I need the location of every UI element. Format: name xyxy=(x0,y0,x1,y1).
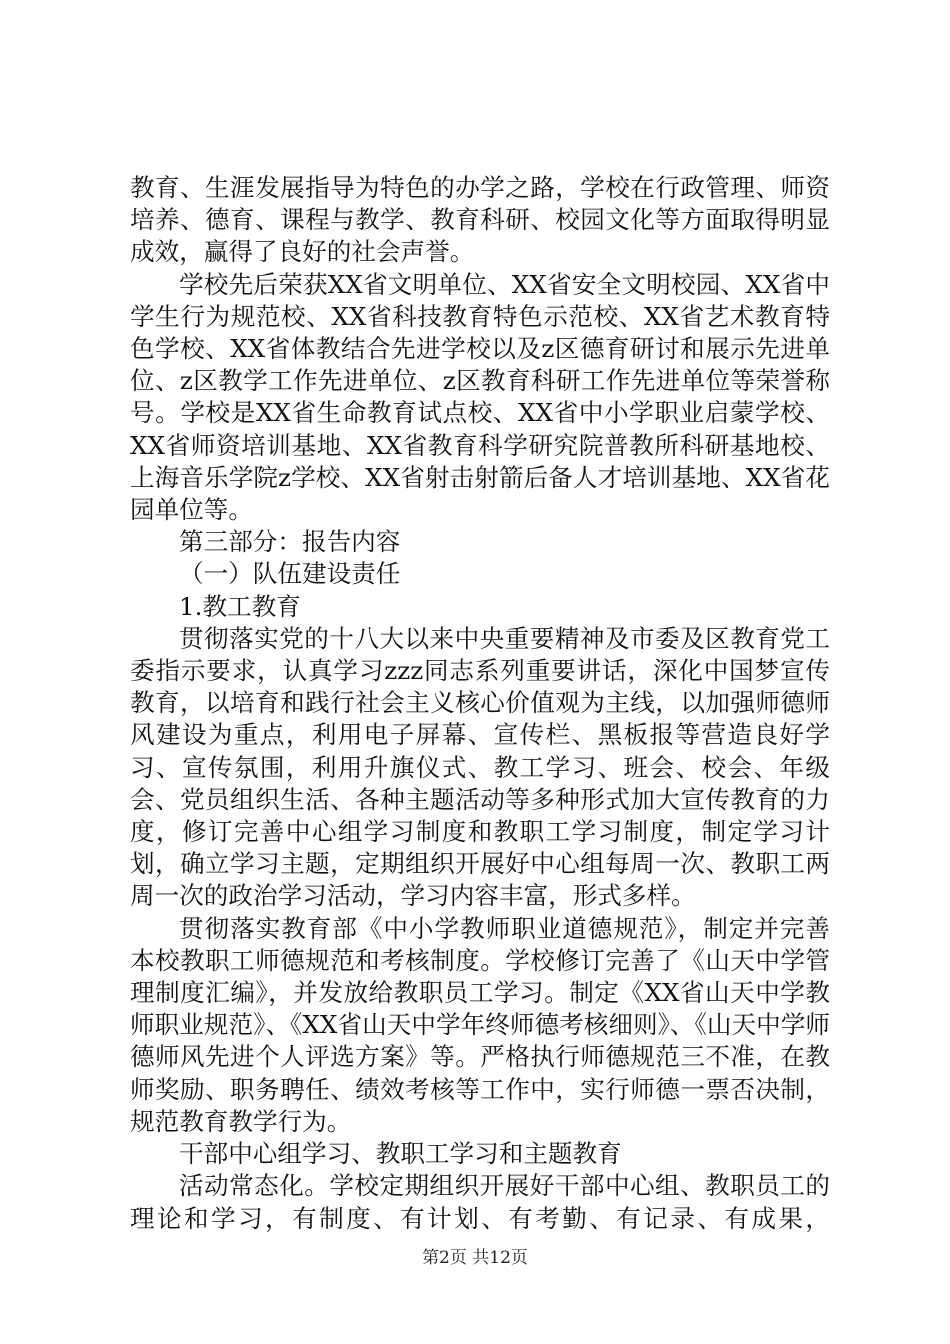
page-footer: 第2页 共12页 xyxy=(422,1248,528,1268)
section-heading: 第三部分：报告内容 xyxy=(179,527,401,557)
paragraph-6: 活动常态化。学校定期组织开展好干部中心组、教职员工的理论和学习，有制度、有计划、有考勤、有记录、有成果， xyxy=(130,1171,830,1233)
item-heading: 1.教工教育 xyxy=(179,591,301,621)
paragraph-2: 学校先后荣获XX省文明单位、XX省安全文明校园、XX省中学生行为规范校、XX省科技教育特色示范校、XX省艺术教育特色学校、XX省体教结合先进学校以及z区德育研讨和展示先进单位、z区教学工作先进单位、z区教育科研工作先进单位等荣誉称号。学校是XX省生命教育试点校、XX省中小学职业启蒙学校、XX省师资培训基地、XX省教育科学研究院普教所科研基地校、上海音乐学院z学校、XX省射击射箭后备人才培训基地、XX省花园单位等。 xyxy=(130,269,830,525)
paragraph-4: 贯彻落实教育部《中小学教师职业道德规范》，制定并完善本校教职工师德规范和考核制度。学校修订完善了《山天中学管理制度汇编》，并发放给教职员工学习。制定《XX省山天中学教师职业规范》、《XX省山天中学年终师德考核细则》、《山天中学师德师风先进个人评选方案》等。严格执行师德规范三不准，在教师奖励、职务聘任、绩效考核等工作中，实行师德一票否决制，规范教育教学行为。 xyxy=(130,913,830,1136)
paragraph-3: 贯彻落实党的十八大以来中央重要精神及市委及区教育党工委指示要求，认真学习zzz同志系列重要讲话，深化中国梦宣传教育，以培育和践行社会主义核心价值观为主线，以加强师德师风建设为重点，利用电子屏幕、宣传栏、黑板报等营造良好学习、宣传氛围，利用升旗仪式、教工学习、班会、校会、年级会、党员组织生活、各种主题活动等多种形式加大宣传教育的力度，修订完善中心组学习制度和教职工学习制度，制定学习计划，确立学习主题，定期组织开展好中心组每周一次、教职工两周一次的政治学习活动，学习内容丰富，形式多样。 xyxy=(130,623,830,911)
paragraph-5: 干部中心组学习、教职工学习和主题教育 xyxy=(179,1139,622,1169)
subsection-heading: （一）队伍建设责任 xyxy=(179,559,401,589)
document-body xyxy=(130,172,830,1235)
paragraph-1: 教育、生涯发展指导为特色的办学之路，学校在行政管理、师资培养、德育、课程与教学、教育科研、校园文化等方面取得明显成效，赢得了良好的社会声誉。 xyxy=(130,173,830,267)
